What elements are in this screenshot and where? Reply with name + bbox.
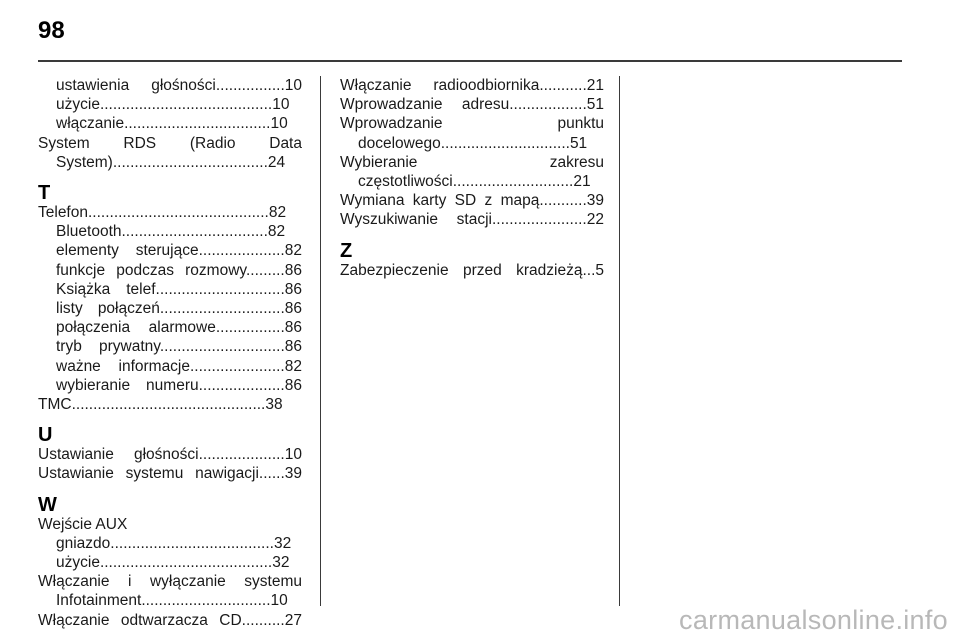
entry-page-ref[interactable]: 82 bbox=[284, 357, 302, 375]
entry-leader-dots: ............................. bbox=[159, 300, 285, 318]
column-divider-2 bbox=[619, 76, 620, 606]
entry-leader-dots: .......................................... bbox=[87, 204, 269, 222]
index-subentry bbox=[38, 261, 302, 280]
entry-leader-dots: ............................................. bbox=[71, 396, 266, 414]
index-subentry bbox=[38, 337, 302, 356]
index-subentry bbox=[38, 534, 302, 553]
index-letter: T bbox=[38, 182, 51, 205]
entry-text: funkcje podczas rozmowy bbox=[56, 261, 246, 279]
entry-text: listy połączeń bbox=[56, 300, 160, 318]
entry-page-ref[interactable]: 27 bbox=[284, 611, 302, 629]
index-entry bbox=[38, 203, 302, 222]
entry-page-ref[interactable]: 21 bbox=[573, 173, 591, 191]
index-entry bbox=[340, 191, 604, 210]
index-subentry bbox=[38, 95, 302, 114]
entry-text: Wejście AUX bbox=[38, 515, 128, 533]
entry-leader-dots: .................... bbox=[198, 376, 285, 394]
index-subentry bbox=[38, 299, 302, 318]
index-entry bbox=[340, 153, 604, 191]
entry-leader-dots: ................ bbox=[215, 319, 285, 337]
entry-page-ref[interactable]: 86 bbox=[284, 338, 302, 356]
index-subentry bbox=[38, 318, 302, 337]
index-entry bbox=[340, 76, 604, 95]
entry-page-ref[interactable]: 39 bbox=[284, 465, 302, 483]
entry-page-ref[interactable]: 24 bbox=[267, 153, 286, 171]
entry-page-ref[interactable]: 10 bbox=[284, 446, 302, 464]
entry-page-ref[interactable]: 86 bbox=[284, 300, 302, 318]
entry-leader-dots: ............................ bbox=[452, 173, 574, 191]
column-divider-1 bbox=[320, 76, 321, 606]
index-letter: Z bbox=[340, 239, 353, 262]
index-subentry bbox=[38, 357, 302, 376]
entry-leader-dots: .................................. bbox=[121, 223, 268, 241]
entry-text: tryb prywatny bbox=[56, 338, 160, 356]
index-column-2 bbox=[340, 76, 604, 280]
entry-text: Wyszukiwanie stacji bbox=[340, 211, 492, 229]
index-entry bbox=[38, 445, 302, 464]
entry-leader-dots: ...... bbox=[258, 465, 285, 483]
entry-leader-dots: .................................. bbox=[124, 115, 271, 133]
entry-page-ref[interactable]: 10 bbox=[270, 592, 288, 610]
entry-page-ref[interactable]: 10 bbox=[270, 115, 288, 133]
watermark: carmanualsonline.info bbox=[679, 605, 948, 635]
entry-text: Wprowadzanie adresu bbox=[340, 96, 510, 114]
entry-page-ref[interactable]: 38 bbox=[265, 396, 283, 414]
entry-leader-dots: ... bbox=[582, 261, 596, 279]
entry-page-ref[interactable]: 51 bbox=[569, 134, 588, 152]
index-subentry bbox=[38, 76, 302, 95]
index-subentry bbox=[38, 553, 302, 572]
entry-text: Telefon bbox=[38, 204, 88, 222]
entry-page-ref[interactable]: 51 bbox=[586, 96, 604, 114]
index-entry bbox=[340, 210, 604, 229]
entry-page-ref[interactable]: 86 bbox=[284, 261, 302, 279]
entry-leader-dots: .............................. bbox=[440, 134, 570, 152]
entry-leader-dots: .................... bbox=[198, 446, 285, 464]
entry-text: Wybieranie zakresu częstotliwości bbox=[340, 153, 604, 191]
entry-leader-dots: ........................................ bbox=[99, 96, 273, 114]
entry-text: użycie bbox=[56, 554, 100, 572]
entry-leader-dots: ...................................... bbox=[110, 534, 274, 552]
index-entry bbox=[38, 134, 302, 172]
entry-text: ustawienia głośności bbox=[56, 77, 216, 94]
index-subentry bbox=[38, 376, 302, 395]
entry-page-ref[interactable]: 32 bbox=[272, 554, 290, 572]
entry-text: włączanie bbox=[56, 115, 125, 133]
entry-text: Wymiana karty SD z mapą bbox=[340, 192, 540, 210]
entry-text: gniazdo bbox=[56, 534, 111, 552]
index-column-1 bbox=[38, 76, 302, 630]
entry-leader-dots: .......... bbox=[241, 611, 285, 629]
index-entry bbox=[38, 395, 302, 414]
entry-page-ref[interactable]: 21 bbox=[586, 77, 604, 94]
entry-page-ref[interactable]: 86 bbox=[284, 280, 302, 298]
entry-page-ref[interactable]: 39 bbox=[586, 192, 604, 210]
index-entry bbox=[340, 114, 604, 152]
entry-text: Książka telef. bbox=[56, 280, 160, 298]
index-letter: U bbox=[38, 424, 53, 447]
entry-text: wybieranie numeru bbox=[56, 376, 199, 394]
entry-leader-dots: ............................. bbox=[159, 338, 285, 356]
entry-leader-dots: .............................. bbox=[141, 592, 271, 610]
entry-text: użycie bbox=[56, 96, 100, 114]
index-subentry bbox=[38, 241, 302, 260]
index-subentry bbox=[38, 280, 302, 299]
entry-page-ref[interactable]: 86 bbox=[284, 376, 302, 394]
entry-page-ref[interactable]: 10 bbox=[272, 96, 290, 114]
index-entry bbox=[38, 611, 302, 630]
index-subentry bbox=[38, 114, 302, 133]
entry-leader-dots: ........... bbox=[539, 192, 587, 210]
entry-page-ref[interactable]: 5 bbox=[595, 261, 604, 279]
entry-text: System RDS (Radio Data System) bbox=[38, 134, 302, 171]
entry-text: Wprowadzanie punktu docelowego bbox=[340, 115, 604, 152]
index-entry bbox=[38, 515, 302, 534]
entry-page-ref[interactable]: 82 bbox=[284, 242, 302, 260]
entry-text: Włączanie odtwarzacza CD bbox=[38, 611, 242, 629]
index-entry bbox=[340, 261, 604, 280]
entry-text: elementy sterujące bbox=[56, 242, 199, 260]
entry-leader-dots: ...................... bbox=[190, 357, 285, 375]
entry-text: Włączanie i wyłączanie systemu Infotainment bbox=[38, 573, 302, 610]
entry-leader-dots: .................... bbox=[198, 242, 285, 260]
entry-page-ref[interactable]: 22 bbox=[586, 211, 604, 229]
page-number: 98 bbox=[38, 17, 65, 44]
entry-text: Bluetooth bbox=[56, 223, 122, 241]
entry-leader-dots: ................ bbox=[215, 77, 285, 94]
entry-leader-dots: ........... bbox=[539, 77, 587, 94]
entry-text: ważne informacje bbox=[56, 357, 190, 375]
entry-leader-dots: ........................................ bbox=[99, 554, 273, 572]
entry-page-ref[interactable]: 86 bbox=[284, 319, 302, 337]
entry-leader-dots: .................. bbox=[509, 96, 587, 114]
index-letter: W bbox=[38, 493, 57, 516]
index-entry bbox=[38, 572, 302, 610]
entry-leader-dots: ......... bbox=[245, 261, 285, 279]
index-entry bbox=[340, 95, 604, 114]
entry-text: Włączanie radioodbiornika bbox=[340, 77, 540, 94]
header-rule bbox=[38, 60, 902, 62]
entry-text: Ustawianie systemu nawigacji bbox=[38, 465, 259, 483]
entry-leader-dots: ............................. bbox=[159, 280, 285, 298]
entry-page-ref[interactable]: 10 bbox=[284, 77, 302, 94]
entry-page-ref[interactable]: 32 bbox=[273, 534, 292, 552]
entry-leader-dots: ...................... bbox=[492, 211, 587, 229]
entry-text: połączenia alarmowe bbox=[56, 319, 216, 337]
index-subentry bbox=[38, 222, 302, 241]
index-entry bbox=[38, 464, 302, 483]
entry-text: TMC bbox=[38, 396, 72, 414]
entry-leader-dots: .................................... bbox=[112, 153, 268, 171]
entry-text: Ustawianie głośności bbox=[38, 446, 199, 464]
entry-text: Zabezpieczenie przed kradzieżą bbox=[340, 261, 583, 279]
entry-page-ref[interactable]: 82 bbox=[267, 223, 286, 241]
entry-page-ref[interactable]: 82 bbox=[268, 204, 287, 222]
